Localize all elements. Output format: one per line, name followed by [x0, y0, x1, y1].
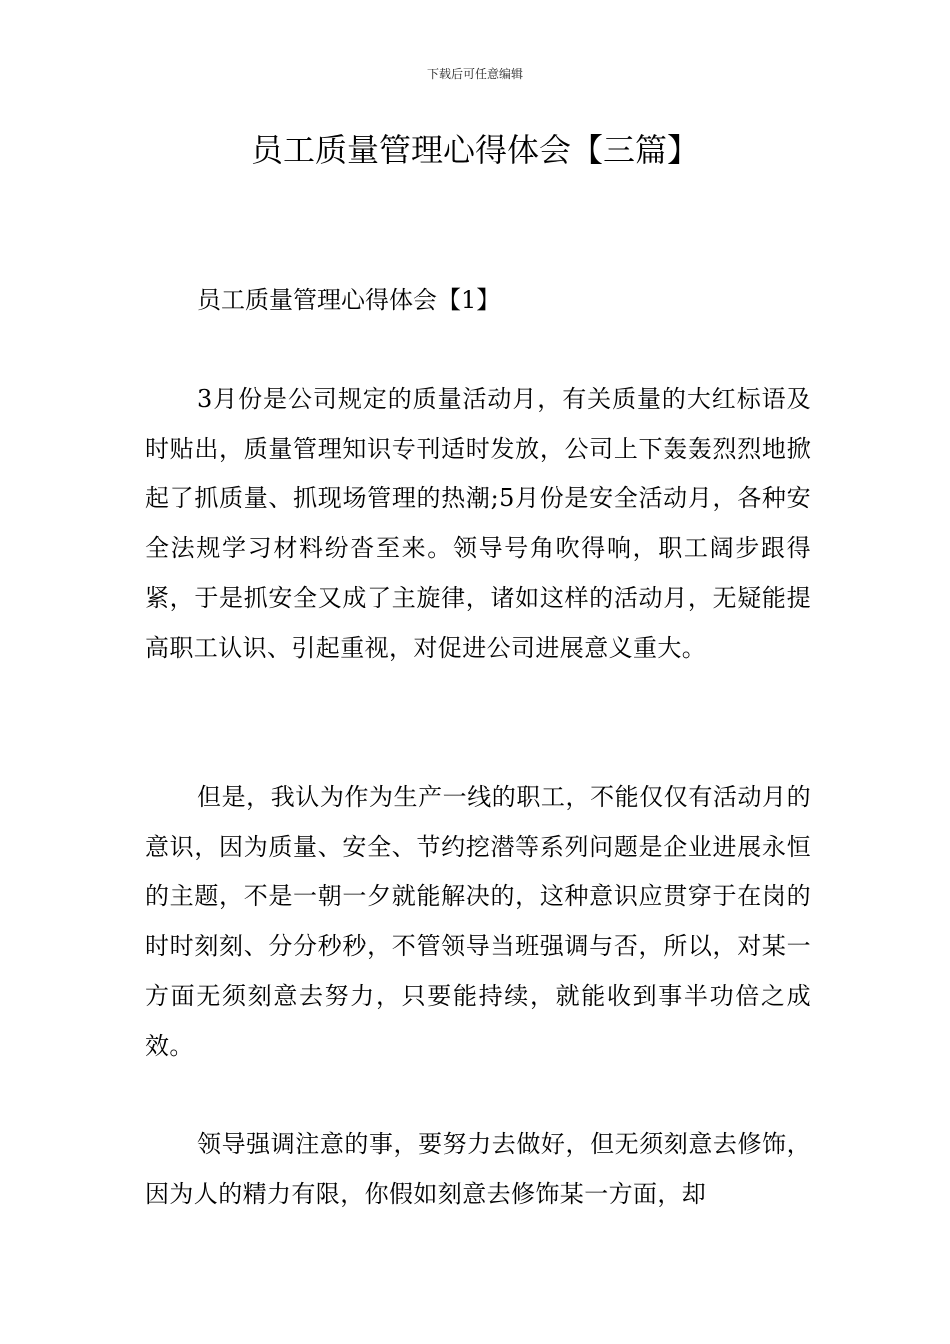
body-paragraph-2: 但是，我认为作为生产一线的职工，不能仅仅有活动月的意识，因为质量、安全、节约挖潜等系列问题是企业进展永恒的主题，不是一朝一夕就能解决的，这种意识应贯穿于在岗的时时刻刻、分分秒秒，不管领导当班强调与否，所以，对某一方面无须刻意去努力，只要能持续，就能收到事半功倍之成效。 — [145, 783, 811, 1060]
section-heading: 员工质量管理心得体会【1】 — [197, 286, 501, 314]
body-paragraph-1: 3月份是公司规定的质量活动月，有关质量的大红标语及时贴出，质量管理知识专刊适时发放，公司上下轰轰烈烈地掀起了抓质量、抓现场管理的热潮;5月份是安全活动月，各种安全法规学习材料纷沓至来。领导号角吹得响，职工阔步跟得紧，于是抓安全又成了主旋律，诸如这样的活动月，无疑能提高职工认识、引起重视，对促进公司进展意义重大。 — [145, 385, 811, 662]
document-title: 员工质量管理心得体会【三篇】 — [250, 131, 699, 169]
header-note: 下载后可任意编辑 — [426, 67, 523, 81]
body-paragraph-3: 领导强调注意的事，要努力去做好，但无须刻意去修饰，因为人的精力有限，你假如刻意去修饰某一方面，却 — [145, 1130, 811, 1208]
